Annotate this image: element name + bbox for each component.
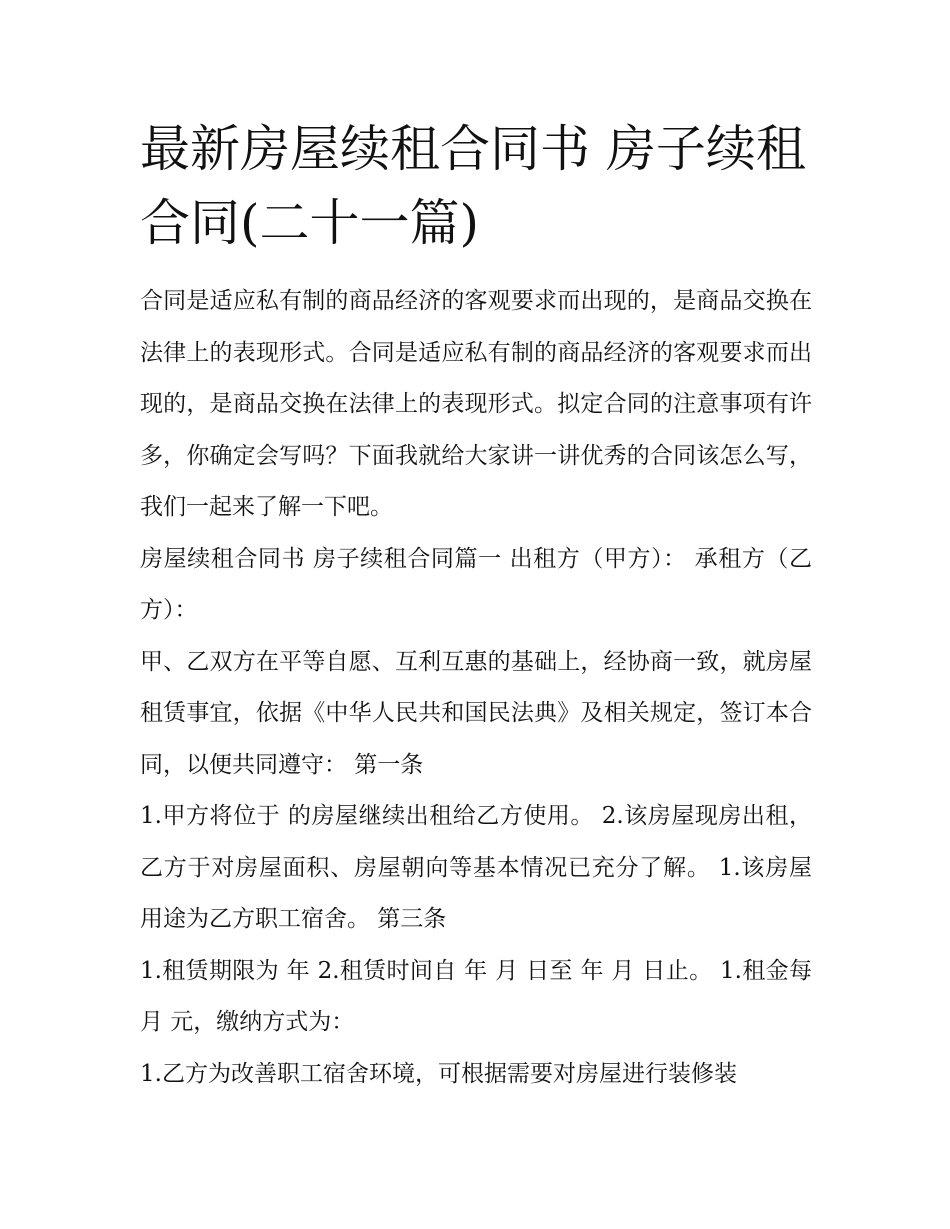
paragraph-article-renovation: 1.乙方为改善职工宿舍环境，可根据需要对房屋进行装修装 <box>140 1060 737 1087</box>
paragraph-agreement: 甲、乙双方在平等自愿、互利互惠的基础上，经协商一致，就房屋租赁事宜，依据《中华人民共和国民法典》及相关规定，签订本合同，以便共同遵守： 第一条 <box>140 648 812 778</box>
paragraph-parties: 房屋续租合同书 房子续租合同篇一 出租方（甲方）： 承租方（乙方）： <box>140 545 812 623</box>
paragraph-intro: 合同是适应私有制的商品经济的客观要求而出现的，是商品交换在法律上的表现形式。合同是适应私有制的商品经济的客观要求而出现的，是商品交换在法律上的表现形式。拟定合同的注意事项有许多，你确定会写吗？下面我就给大家讲一讲优秀的合同该怎么写，我们一起来了解一下吧。 <box>140 288 812 520</box>
paragraph-article-property: 1.甲方将位于 的房屋继续出租给乙方使用。 2.该房屋现房出租，乙方于对房屋面积、房屋朝向等基本情况已充分了解。 1.该房屋用途为乙方职工宿舍。 第三条 <box>140 803 812 932</box>
document-body <box>140 276 812 1100</box>
paragraph-article-term-rent: 1.租赁期限为 年 2.租赁时间自 年 月 日至 年 月 日止。 1.租金每月 元，缴纳方式为： <box>140 957 812 1035</box>
document-title: 最新房屋续租合同书 房子续租合同(二十一篇) <box>140 120 806 252</box>
